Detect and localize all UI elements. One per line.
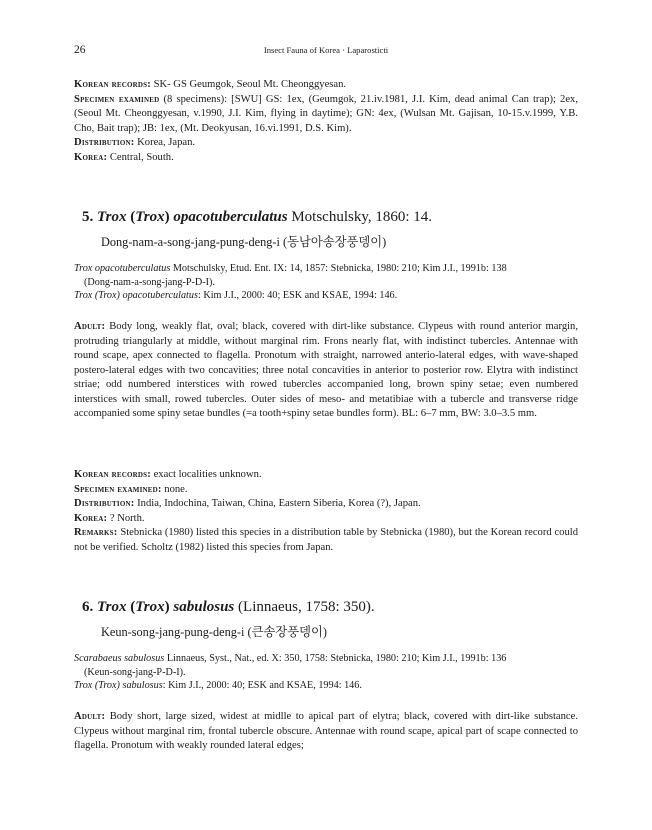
species-5-remarks-label: Remarks: [74,527,118,538]
species-5-distribution-label: Distribution: [74,498,135,509]
species-5-synonym-1-cont: (Dong-nam-a-song-jang-P-D-I). [84,276,215,288]
species-5-title [82,209,432,226]
korean-records-label: Korean records: [74,79,151,90]
species-5-number: 5. [82,209,94,225]
running-title: Insect Fauna of Korea · Laparosticti [263,45,389,55]
species-6-adult-text: Body short, large sized, widest at midlle to apical part of elytra; black, covered with dirt-like substance. Clypeus without marginal rim, frontal tubercle obscure. Antennae with round scape, apical part of scape connected to flagella. Pronotum with weakly rounded lateral edges; [74,711,578,751]
species-6-synonymy [74,652,578,693]
species-6-synonym-1-cont: (Keun-song-jang-P-D-I). [84,666,186,678]
korean-records-text: SK- GS Geumgok, Seoul Mt. Cheonggyesan. [153,79,347,90]
korea-label: Korea: [74,151,108,163]
species-6-subgenus-name: Trox [135,599,165,615]
species-5-adult-text: Body long, weakly flat, oval; black, covered with dirt-like substance. Clypeus with round anterior margin, protruding triangularly at middle, without marginal rim. Frons nearly flat, with indistinct tubercles. Antennae with round scape, apex connected to flagella. Pronotum with straight, narrowed anterio-lateral edges, with wave-shaped postero-lateral edges with two concavities; three notal concavities in anterior to posterior row. Elytra with indistinct striae; odd numbered interstices with rowed tubercles accompanied long, brown spiny setae; even numbered interstices with small, rowed tubercles. Outer sides of meso- and metatibiae with a tubercle and transverse ridge accompanied some spiny setae bundles (=a tooth+spiny setae bundles form). BL: 6–7 mm, BW: 3.0–3.5 mm. [74,321,579,419]
species-5-records-block [74,468,578,555]
species-6-number: 6. [82,599,94,615]
species-5-synonymy [74,262,578,303]
species-6-epithet: sabulosus [173,599,235,615]
species-5-remarks-text: Stebnicka (1980) listed this species in a distribution table by Stebnicka (1980), but the Korean record could not be verified. Scholtz (1982) listed this species from Japan. [74,527,578,553]
species-6-synonym-2-name: Trox (Trox) sabulosus [74,680,163,691]
species-5-specimen-label: Specimen examined: [74,483,162,495]
species-5-synonym-1-name: Trox opacotuberculatus [74,263,171,274]
top-records-block [74,78,578,165]
distribution-paragraph [74,136,578,151]
korean-records-paragraph [74,78,578,93]
specimen-examined-paragraph [74,93,578,137]
species-5-genus: Trox [97,209,127,225]
species-5-specimen-examined [74,483,578,498]
species-5-remarks [74,526,578,555]
species-6-title [82,599,375,616]
species-5-adult-label: Adult: [74,321,106,332]
distribution-text: Korea, Japan. [137,137,196,148]
species-5-synonym-1 [74,262,578,276]
species-6-synonym-1 [74,652,578,666]
species-6-synonym-1-text: Linnaeus, Syst., Nat., ed. X: 350, 1758: Stebnicka, 1980: 210; Kim J.I., 1991b: 136 [166,653,507,664]
species-5-authority: Motschulsky, 1860: 14. [291,209,433,225]
species-5-adult-description [74,320,578,422]
species-6-subgenus: (Trox) [130,599,170,615]
species-6-synonym-2 [74,679,578,693]
species-5-subgenus-name: Trox [135,209,165,225]
species-6-synonym-2-text: : Kim J.I., 2000: 40; ESK and KSAE, 1994: 146. [162,680,362,691]
species-5-korea [74,512,578,527]
species-5-korean-records-text: exact localities unknown. [153,469,262,480]
species-5-synonym-1-text: Motschulsky, Etud. Ent. IX: 14, 1857: Stebnicka, 1980: 210; Kim J.I., 1991b: 138 [172,263,507,274]
species-6-adult-description [74,710,578,754]
distribution-label: Distribution: [74,137,135,148]
specimen-examined-label: Specimen examined [74,93,160,105]
species-5-korean-records [74,468,578,483]
species-5-subgenus: (Trox) [130,209,170,225]
species-6-authority: (Linnaeus, 1758: 350). [238,599,375,615]
species-5-korea-label: Korea: [74,512,108,524]
species-6-adult-label: Adult: [74,711,106,722]
species-5-distribution [74,497,578,512]
page-header [74,44,578,58]
species-5-synonym-2-name: Trox (Trox) opacotuberculatus [74,290,198,301]
species-6-vernacular: Keun-song-jang-pung-deng-i (큰송장풍뎅이) [101,625,327,639]
korea-paragraph [74,151,578,166]
page-number: 26 [74,44,86,56]
species-5-epithet: opacotuberculatus [173,209,288,225]
korea-text: Central, South. [109,151,174,163]
species-5-specimen-text: none. [164,483,188,495]
species-5-distribution-text: India, Indochina, Taiwan, China, Eastern Siberia, Korea (?), Japan. [137,498,421,509]
species-5-korea-text: ? North. [109,512,145,524]
species-5-korean-records-label: Korean records: [74,469,151,480]
specimen-examined-text: (8 specimens): [SWU] GS: 1ex, (Geumgok, 21.iv.1981, J.I. Kim, dead animal Can trap); 2ex, (Seoul Mt. Cheonggyesan, v.1990, J.I. Kim, flying in daytime); GN: 4ex, (Wulsan Mt. Gajisan, 10-15.v.1999, Y.B. Cho, Bait trap); JB: 1ex, (Mt. Deokyusan, 16.vi.1991, D.S. Kim). [74,93,578,134]
species-6-synonym-1-name: Scarabaeus sabulosus [74,653,165,664]
species-6-genus: Trox [97,599,127,615]
species-5-synonym-2 [74,289,578,303]
species-5-vernacular: Dong-nam-a-song-jang-pung-deng-i (동남아송장풍뎅이) [101,235,387,249]
species-5-synonym-2-text: : Kim J.I., 2000: 40; ESK and KSAE, 1994: 146. [197,290,398,301]
